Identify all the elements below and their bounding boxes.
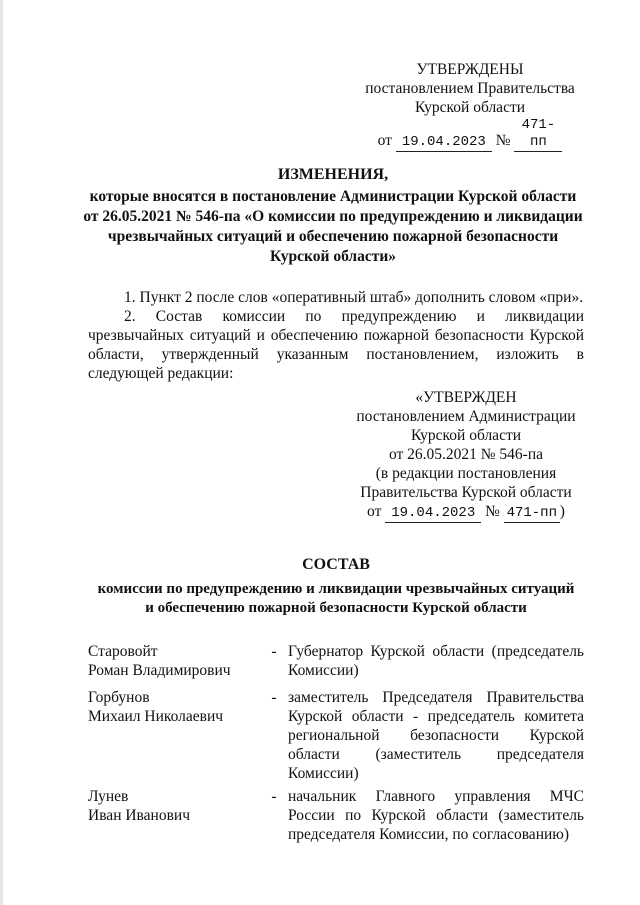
closing-paren: ) <box>559 503 565 520</box>
heading-line: которые вносятся в постановление Администрации Курской области <box>89 188 577 205</box>
member-name <box>88 688 258 726</box>
approval-line: постановлением Правительства <box>365 80 575 97</box>
quoted-approval-line: постановлением Администрации <box>356 408 576 425</box>
member-role: начальник Главного управления МЧС России по Курской области (заместитель председателя Комиссии, по согласованию) <box>288 788 584 843</box>
composition-heading <box>82 555 590 618</box>
heading-line: Курской области» <box>269 248 397 265</box>
quoted-approval-date-line <box>352 502 580 523</box>
composition-line: комиссии по предупреждению и ликвидации чрезвычайных ситуаций <box>97 581 575 597</box>
member-name <box>88 787 258 825</box>
quoted-approval-line: (в редакции постановления <box>375 465 557 482</box>
document-heading <box>80 165 586 267</box>
quoted-approval-line: от 26.05.2021 № 546-па <box>388 446 544 463</box>
approval-stamp <box>352 60 588 152</box>
quoted-approval-date: 19.04.2023 <box>385 505 481 523</box>
heading-line: от 26.05.2021 № 546-па «О комиссии по предупреждению и ликвидации <box>83 208 583 225</box>
approval-number: 471-пп <box>514 117 562 152</box>
approval-line: Курской области <box>414 99 526 116</box>
composition-title: СОСТАВ <box>302 556 370 573</box>
approval-title: УТВЕРЖДЕНЫ <box>416 61 524 78</box>
member-dash: - <box>271 689 277 706</box>
quoted-approval-stamp <box>352 388 580 523</box>
quoted-approval-line: Правительства Курской области <box>360 484 572 501</box>
approval-date-line <box>352 117 588 152</box>
date-prefix: от <box>377 132 392 149</box>
member-dash: - <box>271 788 277 805</box>
member-given-names: Михаил Николаевич <box>88 708 224 725</box>
member-surname: Старовойт <box>88 643 158 660</box>
number-sign: № <box>495 132 511 149</box>
paragraph-1: 1. Пункт 2 после слов «оперативный штаб» дополнить словом «при». <box>124 289 584 306</box>
member-given-names: Роман Владимирович <box>88 662 231 679</box>
paragraph-2: 2. Состав комиссии по предупреждению и ликвидации чрезвычайных ситуаций и обеспечению пожарной безопасности Курской области, утвержденный указанным постановлением, изложить в следующей редакции: <box>88 308 584 382</box>
quoted-approval-title: «УТВЕРЖДЕН <box>415 389 517 406</box>
member-surname: Горбунов <box>88 689 150 706</box>
composition-line: и обеспечению пожарной безопасности Курской области <box>145 600 527 616</box>
quoted-approval-line: Курской области <box>410 427 522 444</box>
number-sign: № <box>485 503 500 520</box>
member-surname: Лунев <box>88 788 129 805</box>
member-name <box>88 642 258 680</box>
scan-edge <box>0 0 3 905</box>
approval-date: 19.04.2023 <box>396 134 492 152</box>
member-dash: - <box>271 643 277 660</box>
quoted-approval-number: 471-пп <box>504 505 560 523</box>
heading-line: чрезвычайных ситуаций и обеспечению пожарной безопасности <box>107 228 559 245</box>
member-given-names: Иван Иванович <box>88 807 190 824</box>
date-prefix: от <box>367 503 382 520</box>
heading-title: ИЗМЕНЕНИЯ, <box>277 166 389 183</box>
member-role: Губернатор Курской области (председатель Комиссии) <box>288 643 584 679</box>
member-role: заместитель Председателя Правительства Курской области - председатель комитета региональной безопасности Курской области (заместитель председателя Комиссии) <box>288 689 584 782</box>
body-text <box>88 288 584 383</box>
